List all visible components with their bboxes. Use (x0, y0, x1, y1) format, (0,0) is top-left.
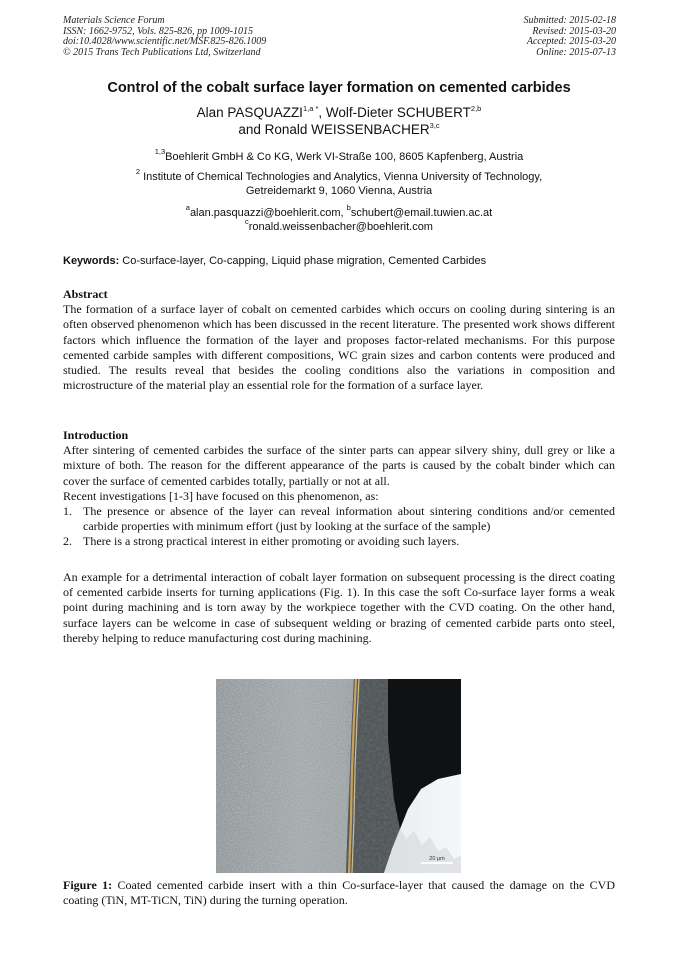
caption-text: Coated cemented carbide insert with a thin Co-surface-layer that caused the damage on the CVD coating (TiN, MT-TiCN, TiN) during the turning operation. (63, 878, 615, 907)
example-paragraph (63, 570, 615, 646)
email-line-1 (0, 203, 678, 220)
author-line-2 (0, 121, 678, 138)
date-revised: Revised: 2015-03-20 (532, 25, 616, 37)
email-sup: b (346, 203, 351, 212)
list-number: 1. (63, 504, 72, 519)
email-link[interactable]: ronald.weissenbacher@boehlerit.com (248, 221, 433, 233)
author-sup: 3,c (429, 121, 440, 130)
author-emails (0, 203, 678, 234)
list-text: The presence or absence of the layer can reveal information about sintering conditions and/or cemented carbide properties with minimum effort (just by looking at the surface of the sample) (83, 504, 615, 534)
journal-issn: ISSN: 1662-9752, Vols. 825-826, pp 1009-1015 (63, 25, 253, 37)
journal-header-right (524, 16, 617, 58)
introduction-paragraph-2: Recent investigations [1-3] have focused on this phenomenon, as: (63, 488, 379, 503)
author-line-1 (0, 104, 678, 121)
affiliation-line: Getreidemarkt 9, 1060 Vienna, Austria (245, 185, 433, 197)
email-link[interactable]: alan.pasquazzi@boehlerit.com, (189, 207, 347, 219)
author-sup: 2,b (470, 104, 482, 113)
affiliation-sup: 1,3 (154, 147, 166, 156)
introduction-section (63, 428, 615, 550)
author-name: and Ronald WEISSENBACHER (238, 122, 430, 137)
affiliation-2 (0, 167, 678, 198)
email-sup: c (245, 217, 249, 226)
abstract-heading: Abstract (63, 287, 108, 301)
affiliation-sup: 2 (135, 167, 140, 176)
abstract-section (63, 287, 615, 393)
date-accepted: Accepted: 2015-03-20 (526, 36, 616, 47)
micrograph-image (216, 679, 461, 873)
journal-header-left (63, 16, 266, 58)
keywords-label: Keywords: (63, 255, 120, 267)
scale-bar (421, 862, 453, 864)
affiliation-1 (0, 147, 678, 164)
affiliation-text: Boehlerit GmbH & Co KG, Werk VI-Straße 100, 8605 Kapfenberg, Austria (165, 151, 524, 163)
scale-label: 20 µm (429, 856, 445, 862)
introduction-heading: Introduction (63, 428, 129, 442)
list-text: There is a strong practical interest in either promoting or avoiding such layers. (83, 534, 460, 549)
date-submitted: Submitted: 2015-02-18 (523, 15, 616, 26)
caption-label: Figure 1: (63, 878, 113, 892)
journal-name: Materials Science Forum (63, 15, 165, 26)
list-number: 2. (63, 534, 72, 549)
keywords-text: Co-surface-layer, Co-capping, Liquid phase migration, Cemented Carbides (119, 255, 487, 267)
email-line-2 (0, 217, 678, 234)
author-list (0, 104, 678, 138)
author-name: , Wolf-Dieter SCHUBERT (318, 105, 471, 120)
journal-doi: doi:10.4028/www.scientific.net/MSF.825-826.1009 (63, 36, 267, 47)
journal-copyright: © 2015 Trans Tech Publications Ltd, Switzerland (63, 46, 261, 58)
email-link[interactable]: schubert@email.tuwien.ac.at (350, 207, 493, 219)
date-online: Online: 2015-07-13 (536, 46, 616, 58)
email-sup: a (185, 203, 190, 212)
author-sup: 1,a * (302, 104, 319, 113)
reasons-list (63, 504, 615, 550)
author-name: Alan PASQUAZZI (196, 105, 303, 120)
introduction-paragraph-3: An example for a detrimental interaction of cobalt layer formation on subsequent processing is the direct coating of cemented carbide inserts for turning applications (Fig. 1). In this case the soft Co-surface layer forms a weak point during machining and is torn away by the workpiece together with the CVD coating. On the other hand, surface layers can be welcome in case of subsequent welding or brazing of cemented carbide parts onto steel, thereby helping to reduce manufacturing cost during machining. (63, 570, 615, 645)
affiliation-text: Institute of Chemical Technologies and Analytics, Vienna University of Technology, (143, 171, 543, 183)
keywords (63, 255, 615, 267)
figure-caption (63, 878, 615, 908)
list-item (63, 504, 615, 534)
introduction-paragraph-1: After sintering of cemented carbides the surface of the sinter parts can appear silvery shiny, dull grey or like a mixture of both. The reason for the different appearance of the parts is caused by the cobalt binder which can cover the surface of cemented carbides totally, partially or not at all. (63, 443, 615, 488)
list-item (63, 534, 615, 549)
micrograph-figure (216, 679, 461, 873)
abstract-text: The formation of a surface layer of cobalt on cemented carbides which occurs on cooling during sintering is an often observed phenomenon which has been discussed in the recent literature. The presented work shows different factors which influence the formation of the layer and proposes factor-related mechanisms. For this purpose cemented carbide samples with different compositions, WC grain sizes and carbon contents were produced and studied. The results reveal that besides the cooling conditions also the variations in composition and microstructure of the material play an essential role for the formation of a surface layer. (63, 302, 615, 393)
paper-title: Control of the cobalt surface layer formation on cemented carbides (107, 80, 571, 96)
affiliation-line (0, 167, 678, 184)
